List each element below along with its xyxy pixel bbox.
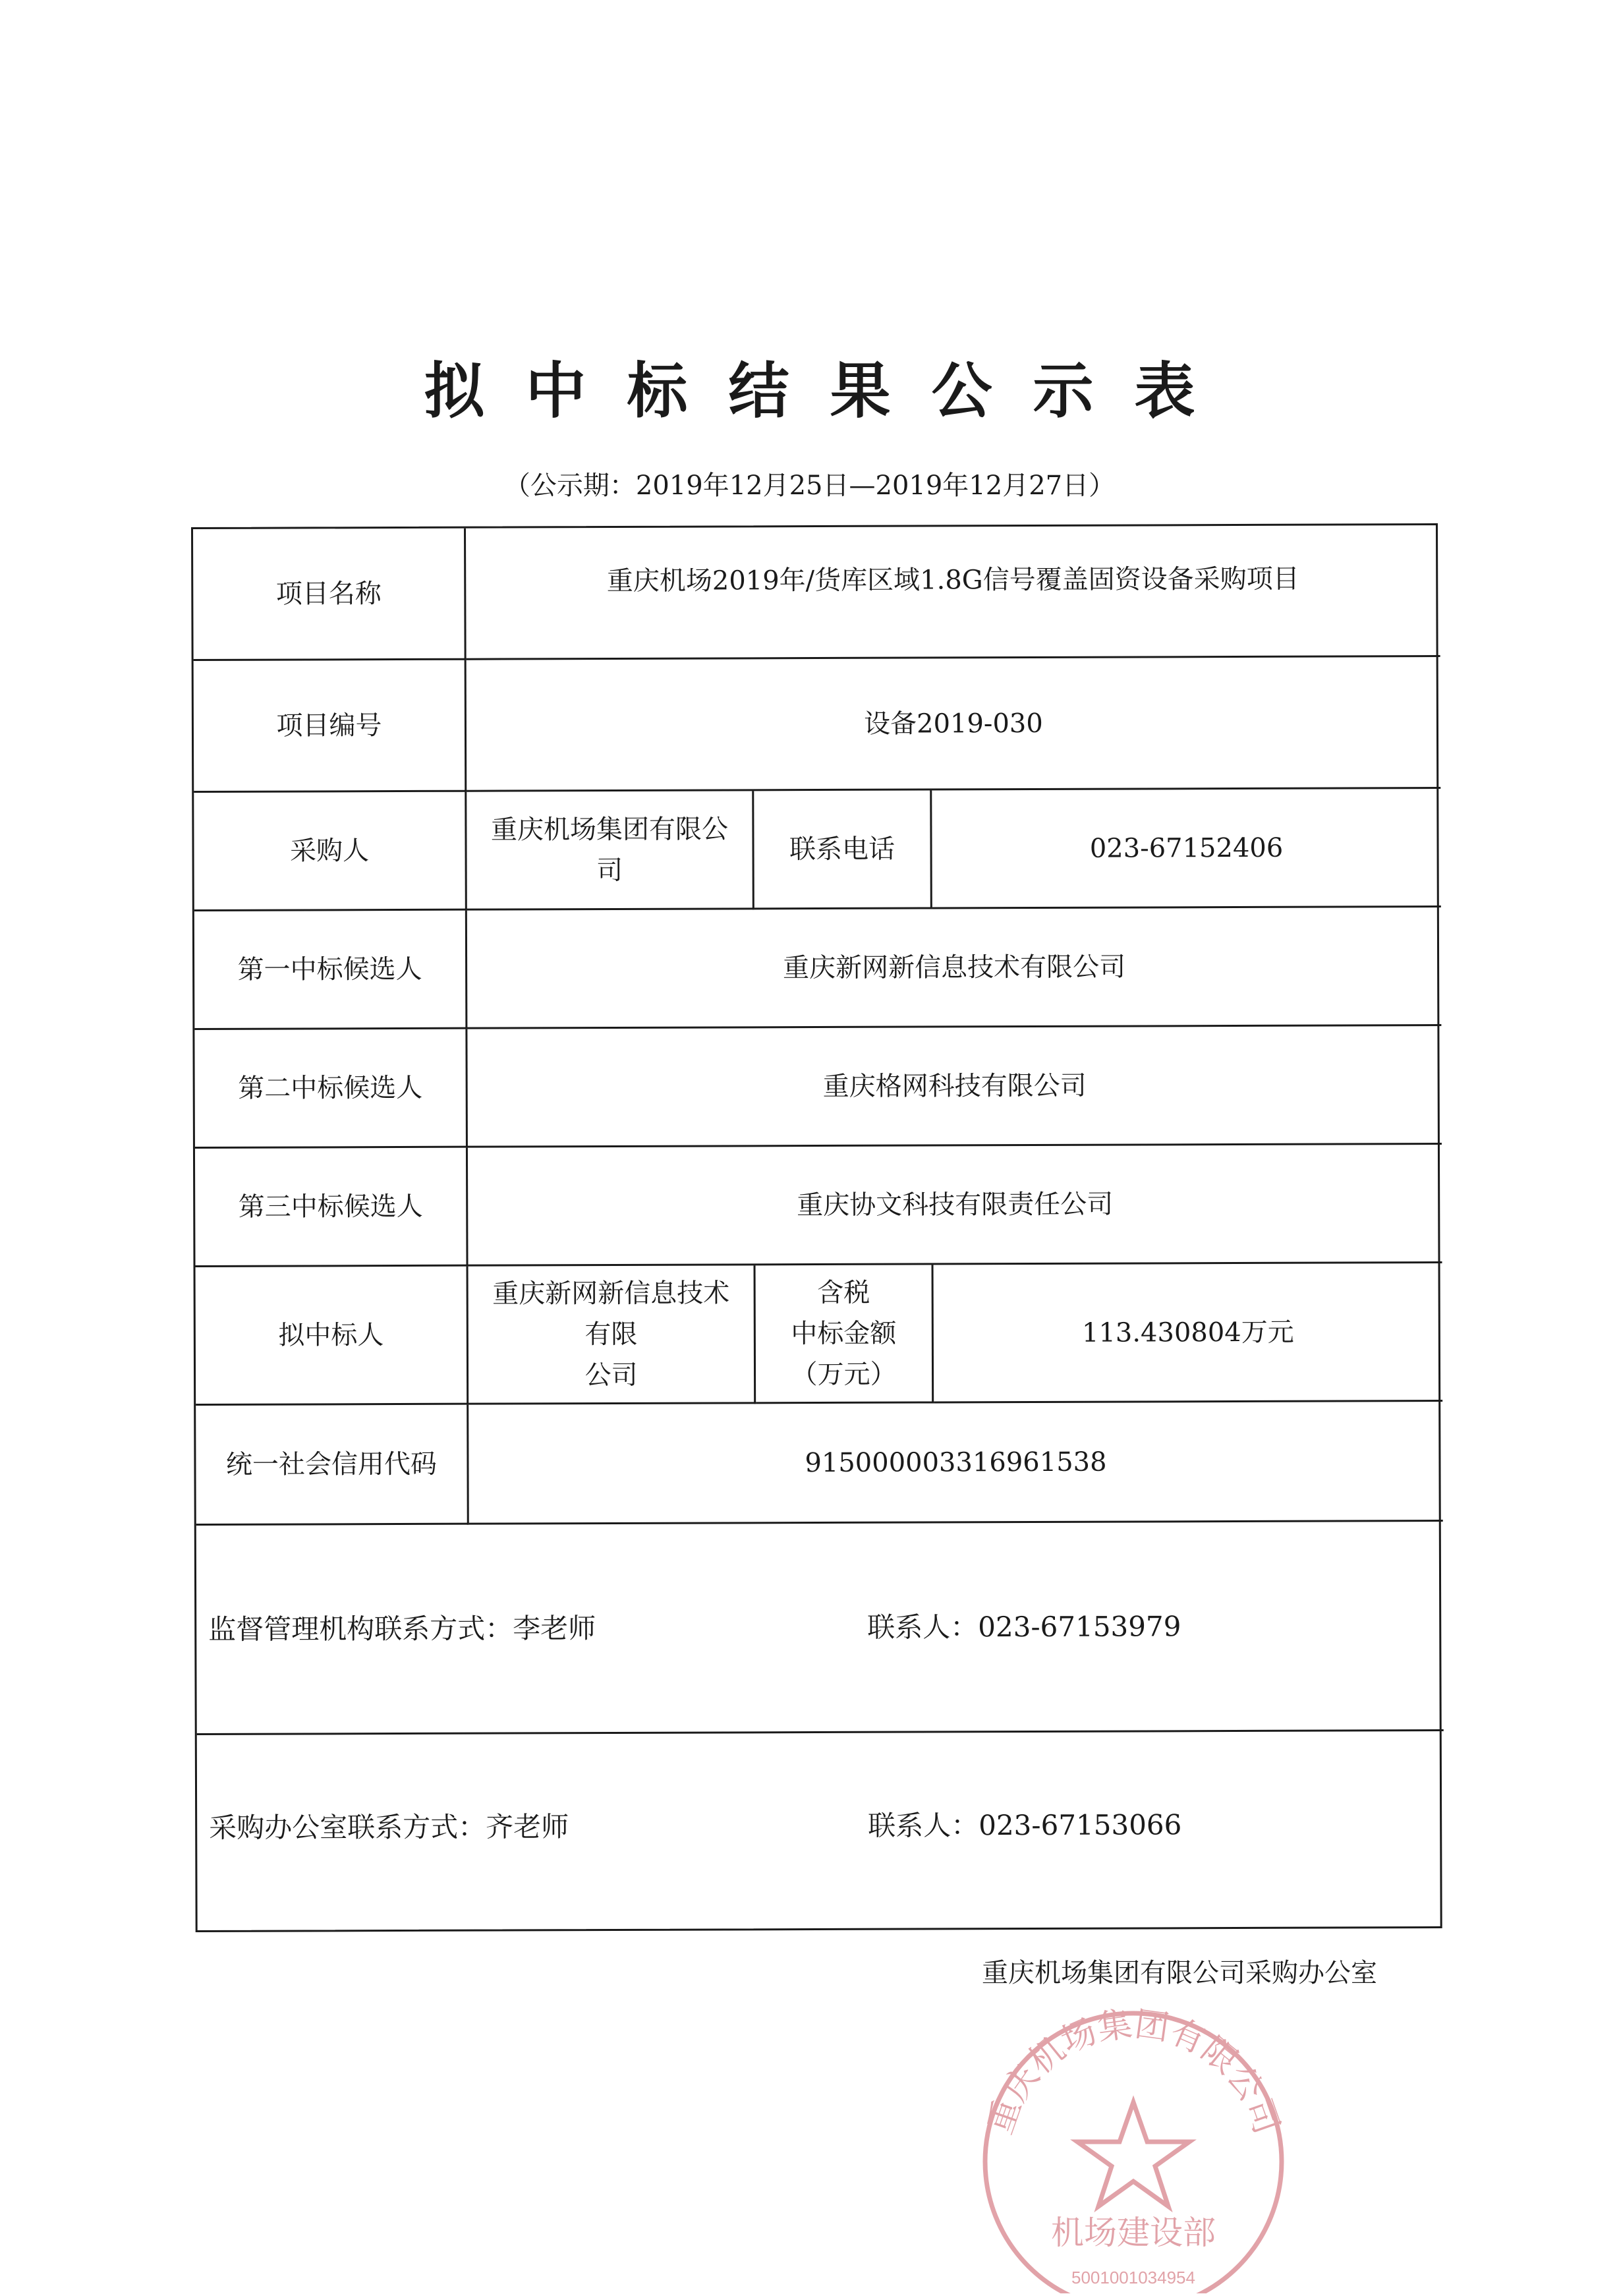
first-candidate-label: 第一中标候选人 (194, 911, 468, 1030)
phone-label: 联系电话 (754, 790, 932, 909)
phone-value: 023-67152406 (932, 789, 1441, 909)
seal-number: 5001001034954 (1071, 2268, 1195, 2287)
publicity-period: （公示期：2019年12月25日—2019年12月27日） (503, 471, 1116, 501)
official-seal-icon (962, 1990, 1305, 2293)
page-title: 拟中标结果公示表 (424, 355, 1236, 426)
issuer-footer: 重庆机场集团有限公司采购办公室 (982, 1958, 1377, 1988)
credit-code-value: 915000003316961538 (469, 1402, 1443, 1525)
purchaser-value: 重庆机场集团有限公司 (467, 791, 754, 910)
amount-label-line2: 中标金额（万元） (791, 1318, 897, 1390)
project-name-value: 重庆机场2019年/货库区域1.8G信号覆盖固资设备采购项目 (466, 525, 1440, 660)
purchaser-label: 采购人 (194, 792, 467, 911)
amount-value: 113.430804万元 (934, 1263, 1443, 1403)
result-table (191, 523, 1442, 1932)
project-number-label: 项目编号 (194, 660, 467, 793)
amount-label-line1: 含税 (817, 1277, 870, 1308)
third-candidate-label: 第三中标候选人 (195, 1148, 469, 1267)
credit-code-label: 统一社会信用代码 (196, 1405, 469, 1526)
proposed-winner-label: 拟中标人 (196, 1267, 469, 1406)
seal-outer-text: 重庆机场集团有限公司 (981, 2005, 1286, 2139)
project-number-value: 设备2019-030 (467, 657, 1441, 792)
proposed-winner-value (469, 1265, 756, 1404)
procurement-office-text: 采购办公室联系方式：齐老师 (209, 1810, 569, 1844)
third-candidate-value: 重庆协文科技有限责任公司 (468, 1145, 1442, 1267)
procurement-office-contact-row (197, 1731, 1444, 1921)
seal-star-icon (1077, 2102, 1189, 2206)
second-candidate-label: 第二中标候选人 (194, 1029, 468, 1149)
procurement-office-phone: 联系人：023-67153066 (868, 1808, 1182, 1842)
supervision-phone: 联系人：023-67153979 (867, 1609, 1181, 1644)
project-name-label: 项目名称 (193, 529, 467, 661)
amount-label (756, 1265, 934, 1404)
proposed-winner-line1: 重庆新网新信息技术有限 (492, 1277, 730, 1350)
second-candidate-value: 重庆格网科技有限公司 (467, 1026, 1442, 1148)
proposed-winner-line2: 公司 (584, 1360, 638, 1391)
supervision-text: 监督管理机构联系方式：李老师 (208, 1611, 596, 1646)
supervision-contact-row (196, 1522, 1444, 1735)
seal-inner-text: 机场建设部 (1051, 2214, 1216, 2251)
first-candidate-value: 重庆新网新信息技术有限公司 (467, 907, 1442, 1029)
